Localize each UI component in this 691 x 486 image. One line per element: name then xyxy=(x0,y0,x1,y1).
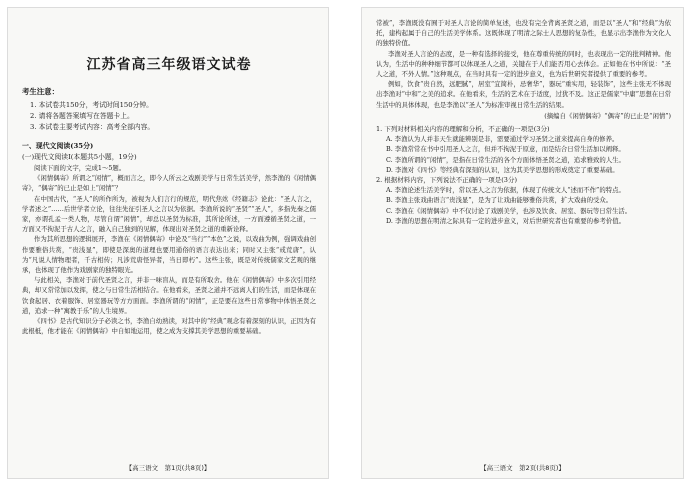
passage-paragraph: 常被”，李渔既没有囿于对圣人言论的简单复述，也没有完全背离圣贤之道，而是以“圣人”和“经典”为依托，建构起属于自己的生活美学体系。这既体现了明清之际士人思想的复杂性，也显示出李渔作为文化人的独特价值。 xyxy=(376,19,671,48)
passage-source: (摘编自《闲情偶寄》“偶寄”的已止是“闲情”) xyxy=(544,111,671,120)
reading-instruction: 阅读下面的文字，完成1～5题。 xyxy=(34,164,126,172)
passage-paragraph: 与此相关，李渔对于前代圣贤之言，并非一味盲从，而是有所取舍。他在《闲情偶寄》中多次引用经典，却又常常加以发挥，使之与日常生活相结合。在他看来，圣贤之道并不远离人们的生活，而是体现在饮食起居、衣着服饰、居室器玩等方方面面。李渔所谓的“闲情”，正是要在这些日常事物中体悟圣贤之道，追求一种“寓教于乐”的人生境界。 xyxy=(22,276,316,315)
page-1-content xyxy=(22,18,316,456)
question-option: C. 李渔所谓的“闲情”，是指在日常生活的各个方面体悟圣贤之道，追求雅致的人生。 xyxy=(386,155,625,164)
notice-item: 2. 请将各题答案填写在答题卡上。 xyxy=(30,112,134,120)
question-option: B. 李渔常常在书中引用圣人之言，但并不拘泥于原意，而是结合日常生活加以阐释。 xyxy=(386,145,625,154)
subsection-heading: (一)现代文阅读Ⅰ(本题共5小题，19分) xyxy=(22,153,137,161)
passage-paragraph: 在中国古代，“圣人”的所作所为，被视为人们言行的规范，明代焦竑《经籍志》论此：“圣人言之，学者述之”……后世学者立论，往往先征引圣人之言以为依据。李渔所说的“圣贤”“圣人”，多指先秦之儒家，亦谓孔孟一类人物，尽管自谓“闲情”，却总以圣贤为标准，其所论所述，一方面遵循圣贤之道，一方面又不拘泥于古人之言，融入自己独到的见解，体现出对圣贤之道的重新诠释。 xyxy=(22,194,316,234)
page-footer: 【高三语文 第2页(共8页)】 xyxy=(480,464,565,472)
question-option: A. 李渔认为人并非天生就能辨别是非，需要通过学习圣贤之道来提高自身的修养。 xyxy=(386,135,619,144)
section-heading: 一、现代文阅读(35分) xyxy=(22,142,94,150)
question-2: 2. 根据材料内容，下列说法不正确的一项是(3分) xyxy=(376,175,517,184)
passage-paragraph: 李渔对圣人言论的态度，是一种有选择的接受，他在尊重传统的同时，也表现出一定的批判精神。他认为，生活中的种种细节都可以体现圣人之道，关键在于人们能否用心去体会。正如他在书中所说：“圣人之道，不外人情。”这种观点，在当时具有一定的进步意义，也为后世研究者提供了重要的参考。 xyxy=(376,49,671,79)
notice-item: 1. 本试卷共150分，考试时间150分钟。 xyxy=(30,101,153,109)
exam-title: 江苏省高三年级语文试卷 xyxy=(86,57,252,73)
exam-page-1 xyxy=(8,8,328,478)
passage-paragraph: 《闲情偶寄》所谓之“闲情”，概而言之，即今人所云之戏剧美学与日常生活美学，然李渔的《闲情偶寄》，“偶寄”的已止是如上“闲情”？ xyxy=(22,174,316,193)
page-2-content xyxy=(376,18,671,456)
question-option: D. 李渔的思想在明清之际具有一定的进步意义，对后世研究者也有重要的参考价值。 xyxy=(386,216,626,225)
notice-item: 3. 本试卷主要考试内容：高考全部内容。 xyxy=(30,123,155,131)
question-option: D. 李渔对《四书》等经典有深刻的认识，这为其美学思想的形成奠定了重要基础。 xyxy=(386,165,619,174)
page-footer: 【高三语文 第1页(共8页)】 xyxy=(125,464,211,472)
question-option: B. 李渔主张戏曲语言“贵浅显”，是为了让戏曲能够雅俗共赏，扩大戏曲的受众。 xyxy=(386,196,613,205)
passage-paragraph: 《四书》是古代知识分子必读之书，李渔自幼熟读，对其中的“经典”观念有着深刻的认识，正因为有此根柢，他才能在《闲情偶寄》中自如地运用，使之成为支撑其美学思想的重要基础。 xyxy=(22,317,316,336)
question-option: A. 李渔论述生活美学时，常以圣人之言为依据，体现了传统文人“述而不作”的特点。 xyxy=(386,186,625,195)
question-1: 1. 下列对材料相关内容的理解和分析，不正确的一项是(3分) xyxy=(376,124,550,133)
passage-paragraph: 作为其所思想的逻辑展开，李渔在《闲情偶寄》中论及“当行”“本色”之说，以戏曲为例，强调戏曲创作要雅俗共赏，“贵浅显”，即使是深奥的道理也要用通俗的语言表达出来；同时又主张“戒荒唐”，认为“凡说人情物理者，千古相传；凡涉荒唐怪异者，当日即朽”。这些主张，既是对传统儒家文艺观的继承，也体现了他作为戏剧家的独特眼光。 xyxy=(22,235,316,275)
question-option: C. 李渔在《闲情偶寄》中不仅讨论了戏剧美学，也涉及饮食、居室、器玩等日常生活。 xyxy=(386,206,632,215)
exam-page-2 xyxy=(362,8,683,478)
notice-heading: 考生注意： xyxy=(22,87,59,96)
passage-paragraph: 例如，饮食“贵自然，远肥腻”，居室“宜简朴，忌奢华”，器玩“重实用，轻装饰”，这些主张无不体现出李渔对“中和”之美的追求。在他看来，生活的艺术在于适度，过犹不及。这正是儒家“中庸”思想在日常生活中的具体体现，也是李渔以“圣人”为标准审视日常生活的结果。 xyxy=(376,80,671,109)
